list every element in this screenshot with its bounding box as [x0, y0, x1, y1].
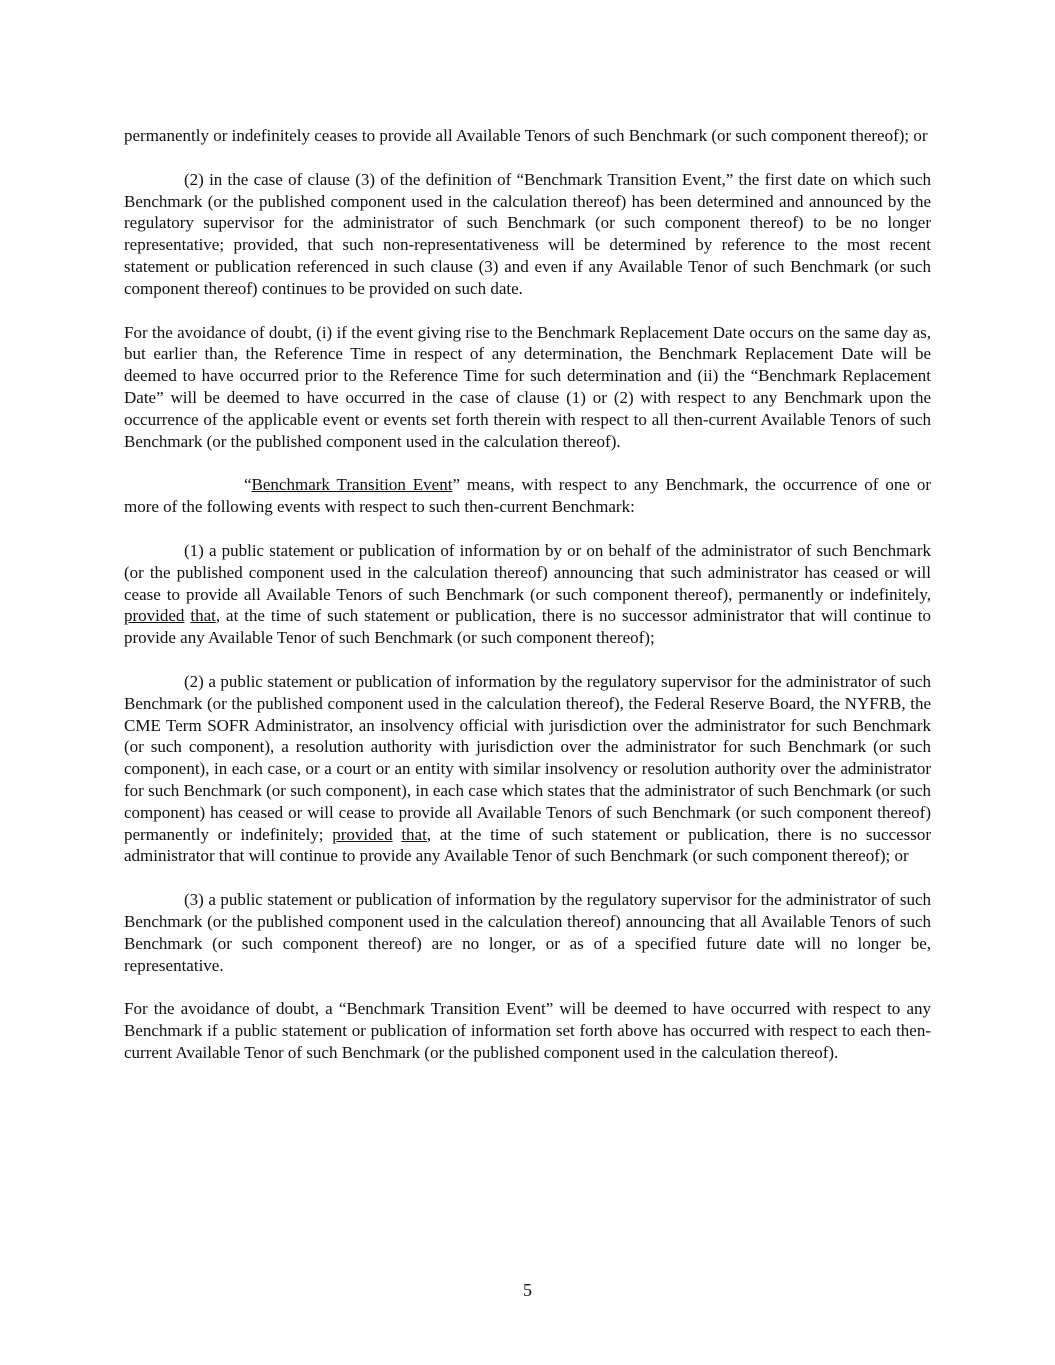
that-term: that [190, 606, 216, 626]
clause-text: , at the time of such statement or publication, there is no successor administrator that will continue to provide any Available Tenor of such Benchmark (or such component thereof); [124, 606, 932, 648]
paragraph-transition-event-definition [124, 474, 931, 518]
page-number: 5 [523, 1280, 532, 1300]
paragraph-clause-2-event [124, 671, 931, 867]
paragraph-avoidance-of-doubt-replacement: For the avoidance of doubt, (i) if the event giving rise to the Benchmark Replacement Date occurs on the same day as, but earlier than, the Reference Time in respect of any determination, the Benchmark Replacement Date will be deemed to have occurred prior to the Reference Time for such determination and (ii) the “Benchmark Replacement Date” will be deemed to have occurred in the case of clause (1) or (2) with respect to any Benchmark upon the occurrence of the applicable event or events set forth therein with respect to all then-current Available Tenors of such Benchmark (or the published component used in the calculation thereof). [124, 322, 931, 451]
that-term: that [401, 824, 427, 844]
paragraph-clause-3-event: (3) a public statement or publication of information by the regulatory supervisor for the administrator of such Benchmark (or the published component used in the calculation thereof) announcing that all Available Tenors of such Benchmark (or such component thereof) are no longer, or as of a specified future date will no longer be, representative. [124, 890, 931, 975]
defined-term: Benchmark Transition Event [251, 475, 453, 495]
paragraph-avoidance-of-doubt-transition: For the avoidance of doubt, a “Benchmark Transition Event” will be deemed to have occurred with respect to any Benchmark if a public statement or publication of information set forth above has occurred with respect to each then-current Available Tenor of such Benchmark (or the published component used in the calculation thereof). [124, 999, 931, 1062]
clause-text: (1) a public statement or publication of information by or on behalf of the administrator of such Benchmark (or the published component used in the calculation thereof) announcing that such administrator has ceased or will cease to provide all Available Tenors of such Benchmark (or such component thereof), permanently or indefinitely, [124, 540, 931, 604]
provided-term: provided [332, 824, 393, 844]
clause-text: , at the time of such statement or publication, there is no successor administrator that will continue to provide any Available Tenor of such Benchmark (or such component thereof); or [124, 824, 932, 866]
paragraph-clause-1-event [124, 540, 931, 649]
open-quote: “ [244, 475, 252, 495]
paragraph-clause-2-replacement-date: (2) in the case of clause (3) of the definition of “Benchmark Transition Event,” the first date on which such Benchmark (or the published component used in the calculation thereof) has been determined and announced by the regulatory supervisor for the administrator of such Benchmark (or such component thereof) to be no longer representative; provided, that such non-representativeness will be determined by reference to the most recent statement or publication referenced in such clause (3) and even if any Available Tenor of such Benchmark (or such component thereof) continues to be provided on such date. [124, 169, 931, 298]
document-body [124, 125, 931, 1086]
provided-term: provided [124, 606, 185, 626]
definition-text: ” means, with respect to any Benchmark, the occurrence of one or more of the following events with respect to such then-current Benchmark: [124, 475, 932, 517]
paragraph-continuation: permanently or indefinitely ceases to provide all Available Tenors of such Benchmark (or such component thereof); or [124, 126, 928, 145]
clause-text: (2) a public statement or publication of information by the regulatory supervisor for the administrator of such Benchmark (or the published component used in the calculation thereof), the Federal Reserve Board, the NYFRB, the CME Term SOFR Administrator, an insolvency official with jurisdiction over the administrator for such Benchmark (or such component), a resolution authority with jurisdiction over the administrator for such Benchmark (or such component), in each case, or a court or an entity with similar insolvency or resolution authority over the administrator for such Benchmark (or such component), in each case which states that the administrator of such Benchmark (or such component) has ceased or will cease to provide all Available Tenors of such Benchmark (or such component thereof) permanently or indefinitely; [124, 671, 931, 844]
